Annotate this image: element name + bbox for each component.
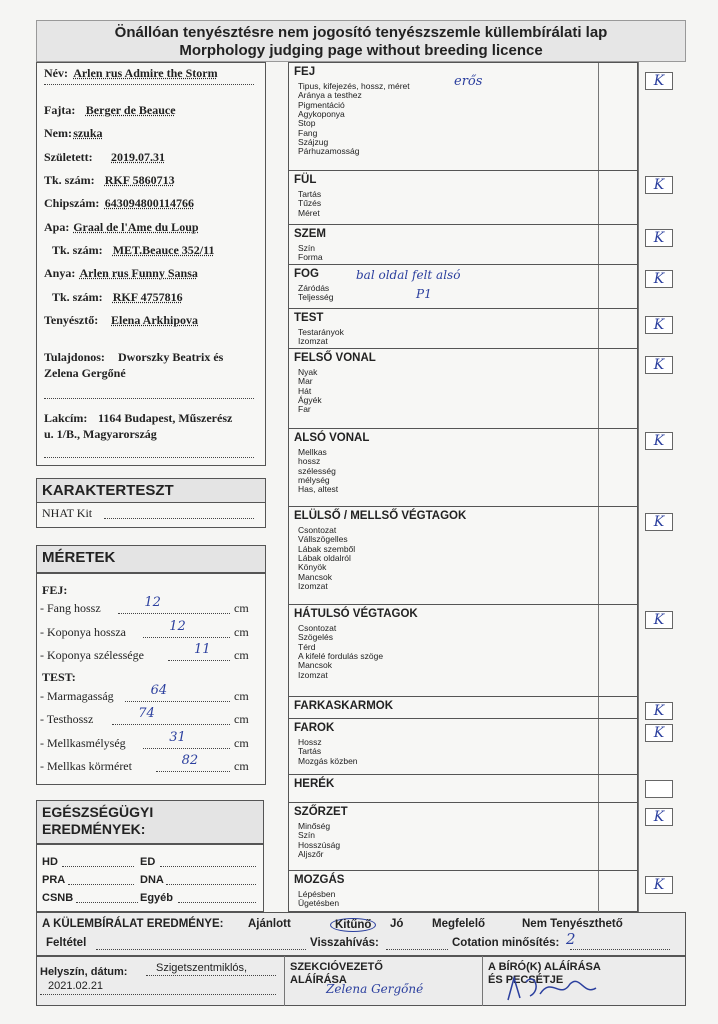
measure-dots (112, 724, 230, 725)
checkbox-farok[interactable]: K (645, 724, 673, 742)
hd-dots (62, 866, 134, 867)
section-item: Hosszúság (298, 839, 341, 850)
fog-handwritten-note-1: bal oldal felt alsó (356, 268, 461, 282)
checkbox-ful[interactable]: K (645, 176, 673, 194)
measure-label: - Mellkas körméret (40, 759, 132, 773)
section-heading: MOZGÁS (294, 874, 345, 886)
measure-unit: cm (234, 625, 249, 639)
measure-dots (143, 748, 230, 749)
dog-field-label: Nem: (44, 126, 72, 140)
visszahivas-label: Visszahívás: (310, 937, 379, 949)
dog-field-label: Anya: (44, 266, 76, 280)
section-heading: FELSŐ VONAL (294, 352, 376, 364)
dog-field-value: Arlen rus Admire the Storm (73, 66, 218, 80)
checkbox-mozgas[interactable]: K (645, 876, 673, 894)
dna-label: DNA (140, 874, 164, 886)
address-label: Lakcím: (44, 411, 88, 425)
section-item: Térd (298, 641, 316, 652)
section-heading: ALSÓ VONAL (294, 432, 370, 444)
dog-field-label: Tenyésztő: (44, 313, 99, 327)
health-heading-1: EGÉSZSÉGÜGYI (42, 804, 154, 820)
measure-dots (168, 660, 230, 661)
measure-dots (143, 637, 230, 638)
section-item: Ágyék (298, 394, 322, 405)
result-option-megfelelo: Megfelelő (432, 918, 486, 930)
checkbox-fej[interactable]: K (645, 72, 673, 90)
owner-label: Tulajdonos: (44, 350, 105, 364)
section-item: Forma (298, 252, 323, 263)
section-item: Izomzat (298, 336, 328, 347)
section-szorzet (288, 802, 638, 870)
feltetel-dots (96, 949, 306, 950)
section-farok (288, 718, 638, 774)
section-heading: FEJ (294, 66, 316, 78)
section-item: Csontozat (298, 525, 337, 535)
section-item: szélesség (298, 465, 336, 476)
dog-field-value: 643094800114766 (104, 196, 195, 210)
health-heading (36, 800, 264, 844)
section-item: Minőség (298, 821, 331, 831)
measure-label: - Mellkasmélység (40, 736, 126, 750)
measure-unit: cm (234, 648, 249, 662)
section-item: Stop (298, 118, 316, 129)
measure-value: 82 (181, 753, 199, 768)
place-dots (146, 975, 276, 976)
section-heading: HERÉK (294, 778, 335, 790)
section-item: Tartás (298, 189, 322, 199)
section-heading: FÜL (294, 174, 317, 186)
place-value: Szigetszentmiklós, (156, 962, 248, 974)
section-item: Szögelés (298, 632, 333, 643)
meretek-heading: MÉRETEK (36, 545, 266, 573)
checkbox-herek[interactable] (645, 780, 673, 798)
address-value-1: 1164 Budapest, Műszerész (98, 411, 233, 425)
cotation-label: Cotation minősítés: (452, 937, 560, 949)
section-heading: FAROK (294, 722, 335, 734)
result-option-nem-tenyeszheto: Nem Tenyészthető (522, 918, 623, 930)
place-label: Helyszín, dátum: (40, 966, 128, 978)
section-item: Mancsok (298, 660, 333, 671)
measure-unit: cm (234, 712, 249, 726)
measure-label: - Koponya szélessége (40, 648, 144, 662)
test-label: TEST: (42, 670, 76, 684)
biro-label-2: ÉS PECSÉTJE (488, 974, 564, 986)
section-item: Csontozat (298, 623, 337, 633)
dog-field-label: Apa: (44, 220, 70, 234)
fog-handwritten-note-2: P1 (416, 287, 432, 301)
dog-field-label: Chipszám: (44, 196, 100, 210)
judge-signature (500, 970, 610, 1006)
section-item: Lépésben (298, 889, 336, 899)
nhat-dotted-line (104, 518, 254, 519)
measure-dots (125, 701, 230, 702)
section-item: Izomzat (298, 669, 328, 680)
dog-field-dots (44, 84, 254, 85)
section-item: Szájzug (298, 136, 329, 147)
title-english: Morphology judging page without breeding licence (179, 42, 543, 59)
szekcio-signature: Zelena Gergőné (326, 982, 424, 996)
section-item: Vállszögelles (298, 534, 348, 545)
csnb-label: CSNB (42, 892, 74, 904)
measure-value: 11 (194, 642, 211, 657)
section-item: Méret (298, 207, 320, 218)
dog-field-label: Fajta: (44, 103, 76, 117)
column-divider-2 (638, 62, 639, 912)
section-item: Izomzat (298, 580, 328, 591)
dog-info-box (36, 62, 266, 466)
section-item: Lábak oldalról (298, 552, 351, 563)
dog-field-value: MET.Beauce 352/11 (112, 243, 215, 257)
checkbox-szem[interactable]: K (645, 229, 673, 247)
checkbox-elulso[interactable]: K (645, 513, 673, 531)
egyeb-dots (178, 902, 256, 903)
checkbox-felso[interactable]: K (645, 356, 673, 374)
measure-value: 12 (169, 619, 186, 634)
ed-label: ED (140, 856, 156, 868)
karakterteszt-heading: KARAKTERTESZT (36, 478, 266, 503)
section-test (288, 308, 638, 348)
section-heading: SZŐRZET (294, 806, 348, 818)
csnb-dots (76, 902, 138, 903)
measure-value: 64 (150, 683, 168, 698)
section-item: Szín (298, 243, 316, 253)
section-item: hossz (298, 456, 321, 467)
checkbox-fog[interactable]: K (645, 270, 673, 288)
hd-label: HD (42, 856, 58, 868)
section-item: Agykoponya (298, 108, 345, 119)
section-item: Aljszőr (298, 848, 324, 859)
section-item: Mozgás közben (298, 755, 358, 766)
section-felso (288, 348, 638, 428)
visszahivas-dots (386, 949, 448, 950)
section-item: Hát (298, 385, 312, 396)
section-herek (288, 774, 638, 802)
section-item: Mar (298, 376, 313, 387)
section-item: Aránya a testhez (298, 90, 362, 101)
section-item: Párhuzamosság (298, 146, 360, 157)
section-heading: FARKASKARMOK (294, 700, 394, 712)
dog-field-value: RKF 4757816 (112, 290, 183, 304)
cotation-value: 2 (566, 930, 576, 948)
checkbox-hatulso[interactable]: K (645, 611, 673, 629)
measure-value: 74 (138, 706, 155, 721)
egyeb-label: Egyéb (140, 892, 174, 904)
section-heading: ELÜLSŐ / MELLSŐ VÉGTAGOK (294, 510, 467, 522)
measure-label: - Marmagasság (40, 689, 114, 703)
pra-dots (68, 884, 134, 885)
dog-field-label: Név: (44, 66, 68, 80)
section-mozgas (288, 870, 638, 912)
section-item: A kifelé fordulás szöge (298, 650, 384, 661)
date-value: 2021.02.21 (48, 980, 104, 992)
nhat-kit-label: NHAT Kit (42, 506, 93, 520)
section-item: mélység (298, 474, 330, 485)
measure-dots (118, 613, 230, 614)
section-item: Lábak szemből (298, 543, 356, 554)
section-item: Szín (298, 830, 316, 841)
dog-field-label: Született: (44, 150, 93, 164)
szekcio-label-1: SZEKCIÓVEZETŐ (290, 961, 383, 973)
section-also (288, 428, 638, 506)
measure-value: 12 (144, 595, 161, 610)
section-item: Far (298, 404, 311, 415)
section-item: Nyak (298, 367, 318, 377)
dna-dots (166, 884, 256, 885)
dog-field-value: Graal de l'Ame du Loup (73, 220, 199, 234)
section-item: Tipus, kifejezés, hossz, méret (298, 81, 410, 91)
dog-field-value: RKF 5860713 (104, 173, 175, 187)
date-dots (40, 994, 276, 995)
dog-field-label: Tk. szám: (52, 243, 103, 257)
dog-field-value: szuka (73, 126, 103, 140)
szekcio-label-2: ALÁÍRÁSA (290, 974, 347, 986)
section-item: Tűzés (298, 198, 322, 209)
cotation-dots (570, 949, 670, 950)
section-item: Ügetésben (298, 898, 340, 909)
dog-field-value: Elena Arkhipova (111, 313, 199, 327)
section-elulso (288, 506, 638, 604)
owner-value-1: Dworszky Beatrix és (118, 350, 224, 364)
owner-dotted-line (44, 398, 254, 399)
form-title (36, 20, 686, 62)
section-item: Mancsok (298, 571, 333, 582)
section-item: Mellkas (298, 447, 327, 457)
measure-label: - Testhossz (40, 712, 94, 726)
measure-value: 31 (169, 730, 186, 745)
measure-unit: cm (234, 601, 249, 615)
dog-field-value: 2019.07.31 (111, 150, 165, 164)
owner-value-2: Zelena Gergőné (44, 366, 126, 380)
feltetel-label: Feltétel (46, 937, 87, 949)
section-item: Pigmentáció (298, 99, 345, 110)
section-item: Könyök (298, 562, 327, 573)
measure-unit: cm (234, 689, 249, 703)
dog-field-value: Arlen rus Funny Sansa (79, 266, 198, 280)
dog-field-label: Tk. szám: (44, 173, 95, 187)
result-option-jo: Jó (390, 918, 404, 930)
section-heading: FOG (294, 268, 319, 280)
section-item: Testarányok (298, 327, 344, 337)
section-heading: SZEM (294, 228, 326, 240)
footer-divider-2 (482, 956, 483, 1006)
measure-unit: cm (234, 736, 249, 750)
result-option-kituno-circled: Kitűnő (330, 918, 376, 932)
section-item: Fang (298, 127, 318, 138)
section-hatulso (288, 604, 638, 696)
ed-dots (160, 866, 256, 867)
section-heading: TEST (294, 312, 324, 324)
measure-dots (156, 771, 230, 772)
checkbox-also[interactable]: K (645, 432, 673, 450)
measure-label: - Fang hossz (40, 601, 101, 615)
section-ful (288, 170, 638, 220)
section-fog (288, 264, 638, 308)
address-value-2: u. 1/B., Magyarország (44, 427, 157, 441)
section-item: Hossz (298, 737, 322, 747)
section-item: Teljesség (298, 292, 334, 303)
fej-label: FEJ: (42, 583, 68, 597)
checkbox-szorzet[interactable]: K (645, 808, 673, 826)
dog-field-label: Tk. szám: (52, 290, 103, 304)
checkbox-farkaskarmok[interactable]: K (645, 702, 673, 720)
pra-label: PRA (42, 874, 66, 886)
biro-label-1: A BÍRÓ(K) ALÁÍRÁSA (488, 961, 601, 973)
checkbox-test[interactable]: K (645, 316, 673, 334)
health-heading-2: EREDMÉNYEK: (42, 821, 146, 837)
title-hungarian: Önállóan tenyésztésre nem jogosító tenyészszemle küllembírálati lap (114, 24, 608, 41)
section-item: Has, altest (298, 484, 339, 495)
fej-handwritten-note: erős (454, 74, 483, 89)
section-farkaskarmok (288, 696, 638, 718)
address-dotted-line (44, 457, 254, 458)
result-label: A KÜLEMBÍRÁLAT EREDMÉNYE: (42, 918, 224, 930)
section-item: Záródás (298, 283, 330, 293)
result-option-ajanlott: Ajánlott (248, 918, 291, 930)
section-heading: HÁTULSÓ VÉGTAGOK (294, 608, 418, 620)
measure-unit: cm (234, 759, 249, 773)
section-item: Tartás (298, 746, 322, 757)
section-szem (288, 224, 638, 264)
measure-label: - Koponya hossza (40, 625, 126, 639)
dog-field-value: Berger de Beauce (85, 103, 176, 117)
footer-divider-1 (284, 956, 285, 1006)
